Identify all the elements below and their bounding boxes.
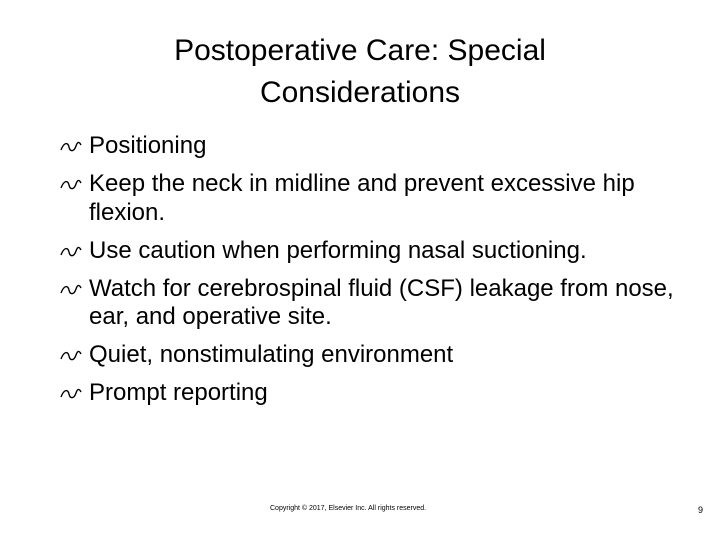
- wave-bullet-icon: [60, 284, 82, 296]
- bullet-item: [60, 275, 700, 332]
- bullet-text: Use caution when performing nasal suctioning.: [89, 236, 587, 264]
- wave-bullet-icon: [60, 388, 82, 400]
- bullet-list: [60, 132, 700, 417]
- wave-bullet-icon: [60, 246, 82, 258]
- bullet-item: [60, 170, 700, 227]
- bullet-text: Positioning: [89, 132, 207, 159]
- bullet-item: [60, 379, 700, 408]
- bullet-text: Keep the neck in midline and prevent excessive hip flexion.: [89, 170, 635, 226]
- wave-bullet-icon: [60, 141, 82, 153]
- slide-title: Postoperative Care: Special Considerations: [174, 34, 546, 109]
- wave-bullet-icon: [60, 179, 82, 191]
- bullet-item: [60, 237, 700, 266]
- bullet-text: Watch for cerebrospinal fluid (CSF) leakage from nose, ear, and operative site.: [89, 274, 674, 330]
- bullet-item: [60, 132, 700, 161]
- bullet-item: [60, 341, 700, 370]
- bullet-text: Prompt reporting: [89, 379, 268, 406]
- bullet-text: Quiet, nonstimulating environment: [89, 341, 454, 368]
- wave-bullet-icon: [60, 350, 82, 362]
- copyright-footer: Copyright © 2017, Elsevier Inc. All rights reserved.: [270, 505, 427, 512]
- page-number: 9: [698, 505, 704, 515]
